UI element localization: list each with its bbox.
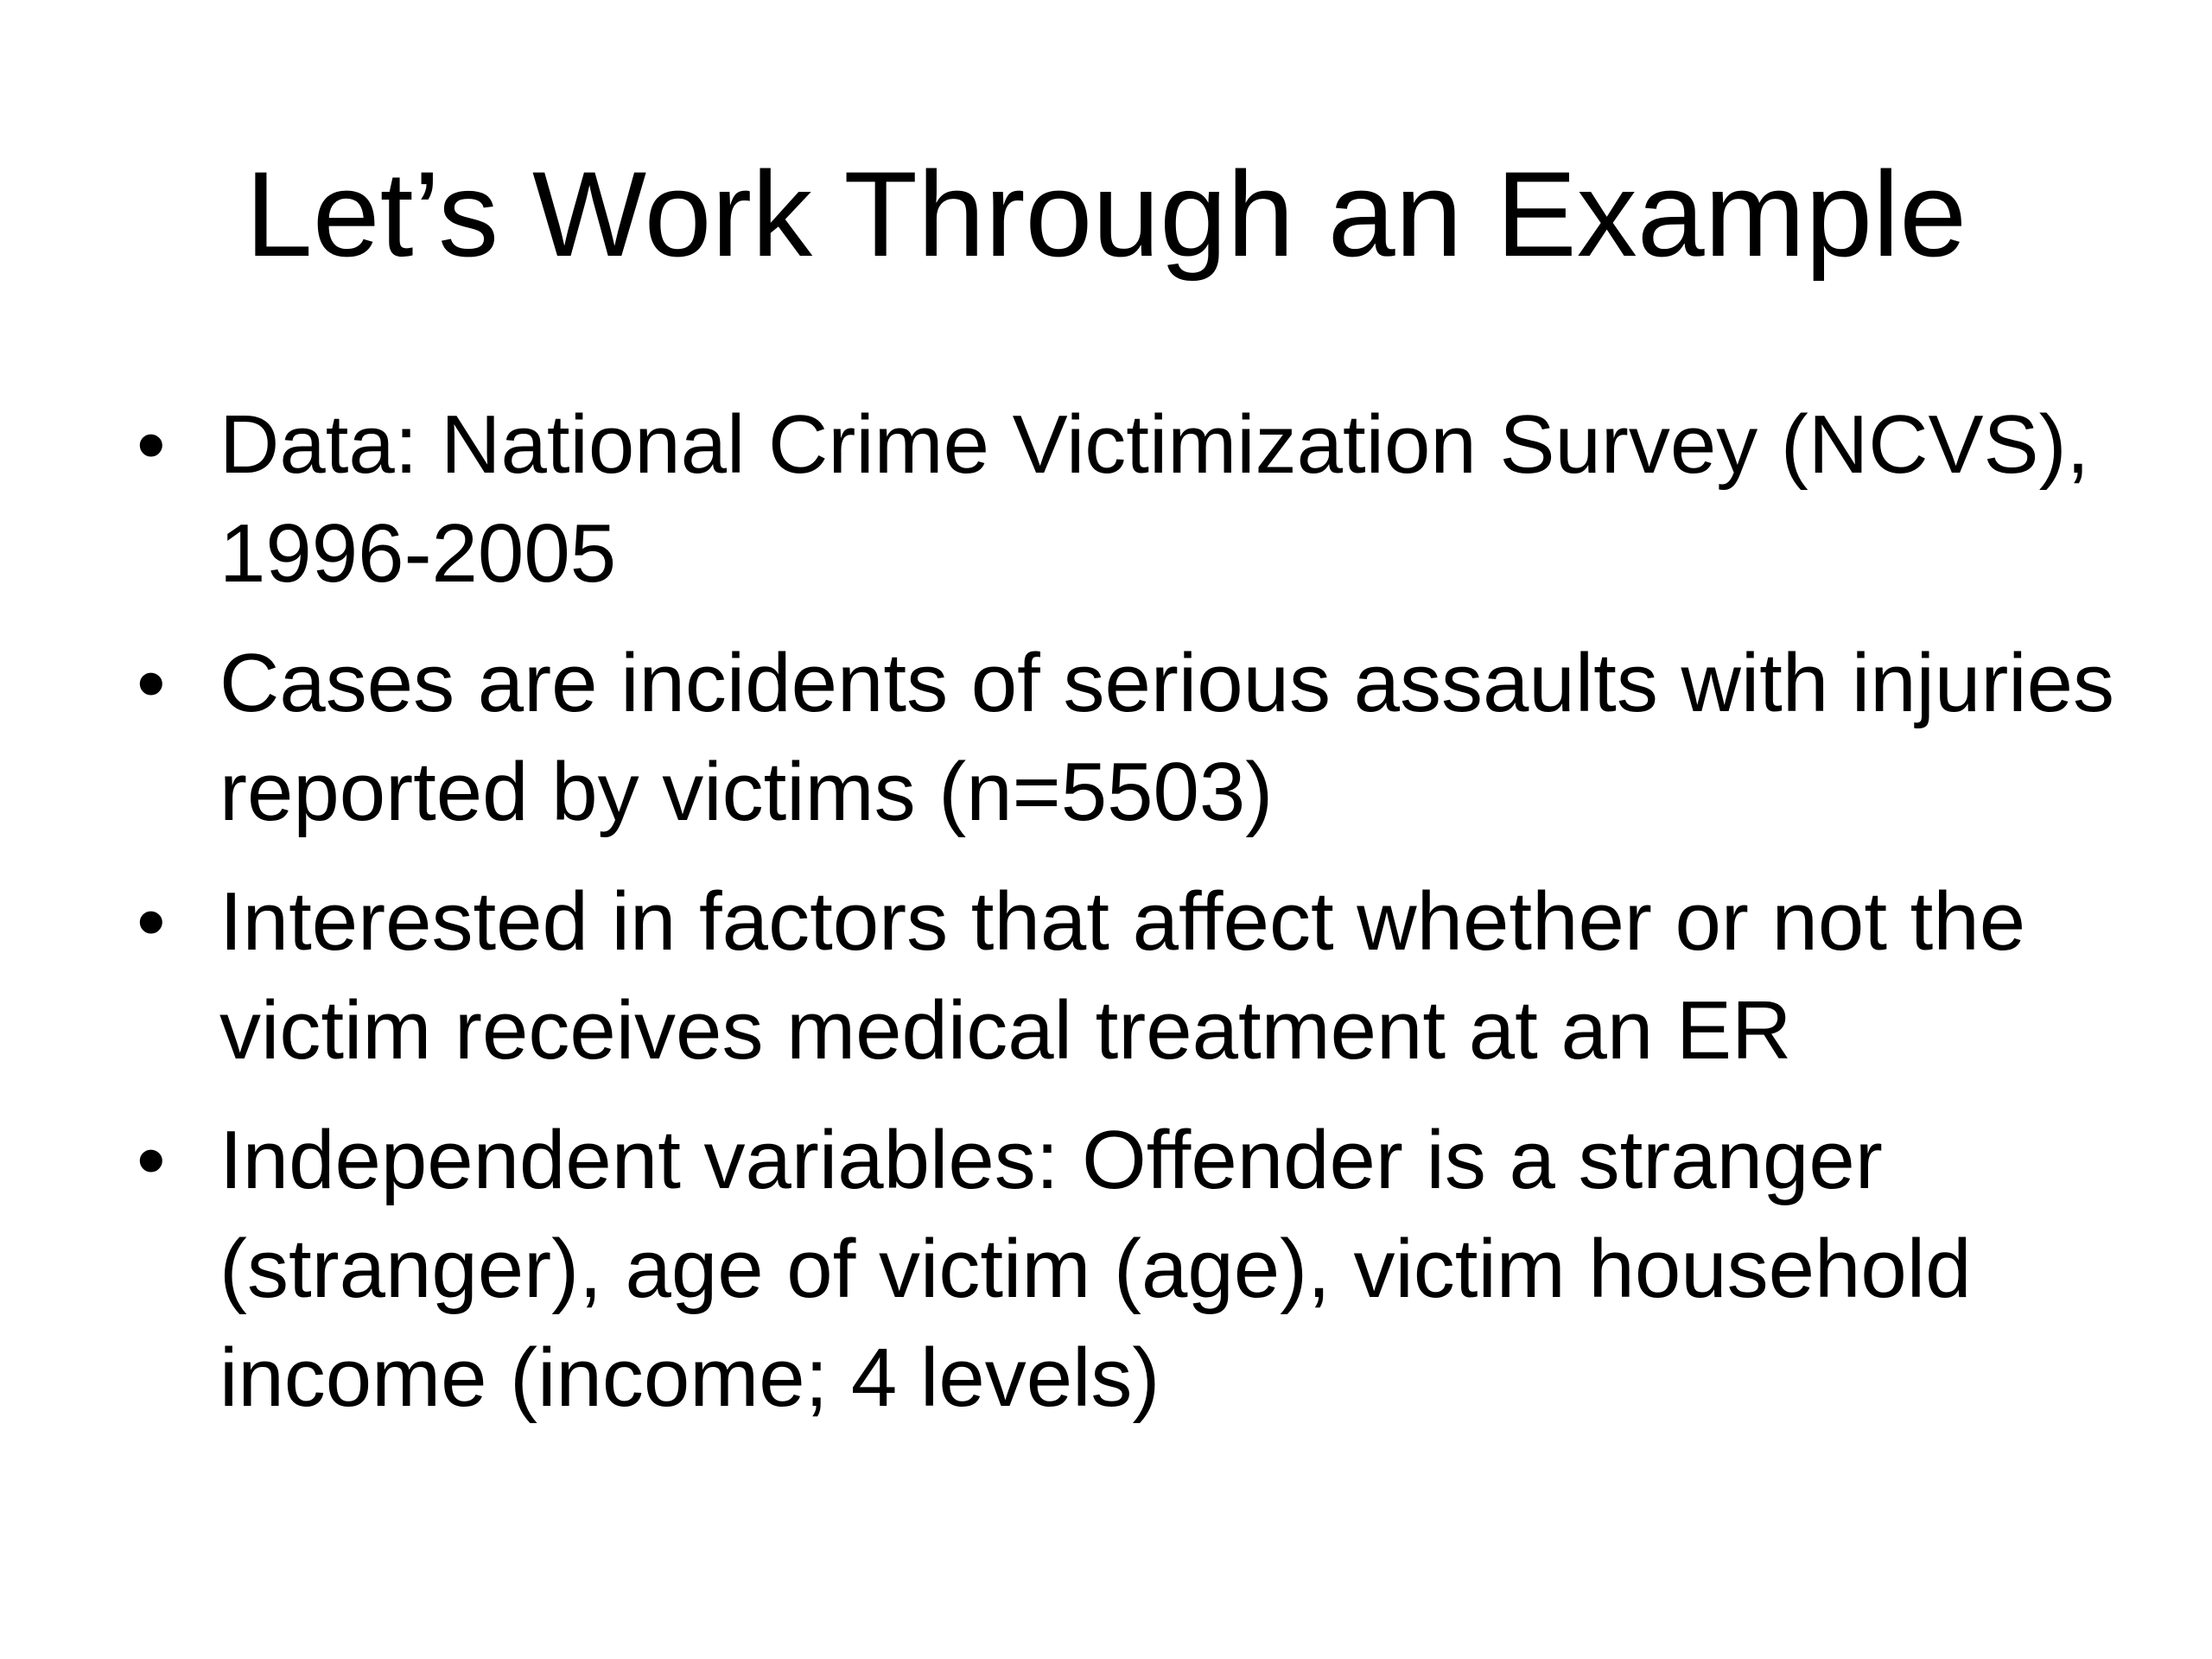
bullet-text: Data: National Crime Victimization Survey (NCVS), 1996-2005 xyxy=(219,398,2090,600)
bullet-icon: • xyxy=(137,398,166,491)
bullet-icon: • xyxy=(137,875,166,968)
slide-title: Let’s Work Through an Example xyxy=(245,146,1967,282)
bullet-item xyxy=(130,391,2117,608)
bullet-icon: • xyxy=(137,1114,166,1206)
bullet-item xyxy=(130,629,2117,847)
bullet-list xyxy=(130,391,2117,1453)
bullet-text: Cases are incidents of serious assaults with injuries reported by victims (n=5503) xyxy=(219,637,2114,838)
bullet-icon: • xyxy=(137,637,166,729)
bullet-text: Independent variables: Offender is a stranger (stranger), age of victim (age), victim household income (income; 4 levels) xyxy=(219,1114,1972,1424)
bullet-text: Interested in factors that affect whether or not the victim receives medical treatment at an ER xyxy=(219,875,2026,1077)
bullet-item xyxy=(130,868,2117,1085)
bullet-item xyxy=(130,1106,2117,1433)
